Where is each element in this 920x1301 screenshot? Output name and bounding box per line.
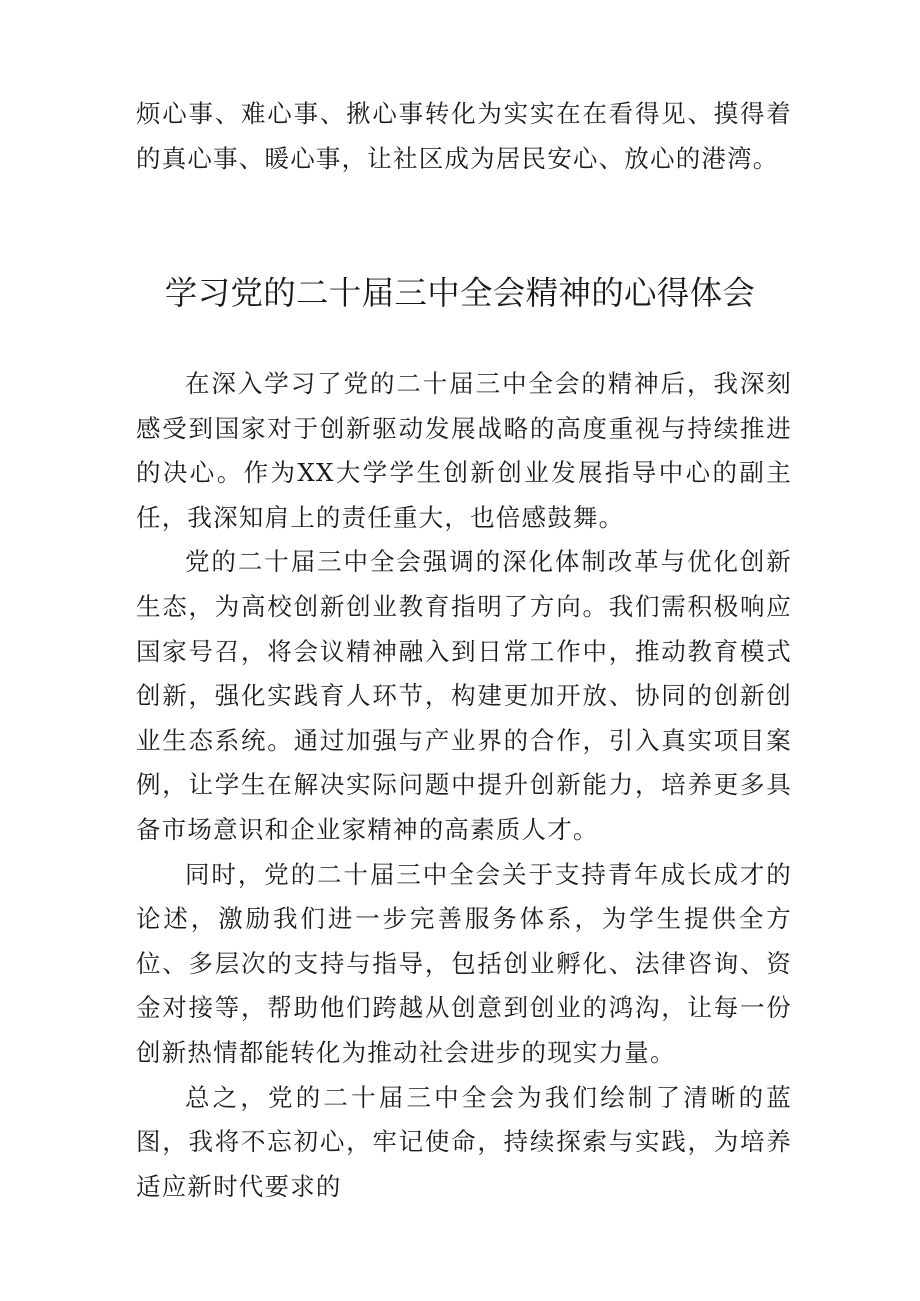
continuation-paragraph: 烦心事、难心事、揪心事转化为实实在在看得见、摸得着的真心事、暖心事，让社区成为居民安心、放心的港湾。 [136,99,792,173]
document-title: 学习党的二十届三中全会精神的心得体会 [164,274,756,312]
paragraph-4: 总之，党的二十届三中全会为我们绘制了清晰的蓝图，我将不忘初心，牢记使命，持续探索与实践，为培养适应新时代要求的 [136,1082,792,1201]
paragraph-2: 党的二十届三中全会强调的深化体制改革与优化创新生态，为高校创新创业教育指明了方向。我们需积极响应国家号召，将会议精神融入到日常工作中，推动教育模式创新，强化实践育人环节，构建更加开放、协同的创新创业生态系统。通过加强与产业界的合作，引入真实项目案例，让学生在解决实际问题中提升创新能力，培养更多具备市场意识和企业家精神的高素质人才。 [136,547,792,844]
paragraph-1: 在深入学习了党的二十届三中全会的精神后，我深刻感受到国家对于创新驱动发展战略的高度重视与持续推进的决心。作为XX大学学生创新创业发展指导中心的副主任，我深知肩上的责任重大，也倍感鼓舞。 [136,369,792,532]
document-body [136,362,792,1209]
paragraph-3: 同时，党的二十届三中全会关于支持青年成长成才的论述，激励我们进一步完善服务体系，为学生提供全方位、多层次的支持与指导，包括创业孵化、法律咨询、资金对接等，帮助他们跨越从创意到创业的鸿沟，让每一份创新热情都能转化为推动社会进步的现实力量。 [136,859,792,1067]
